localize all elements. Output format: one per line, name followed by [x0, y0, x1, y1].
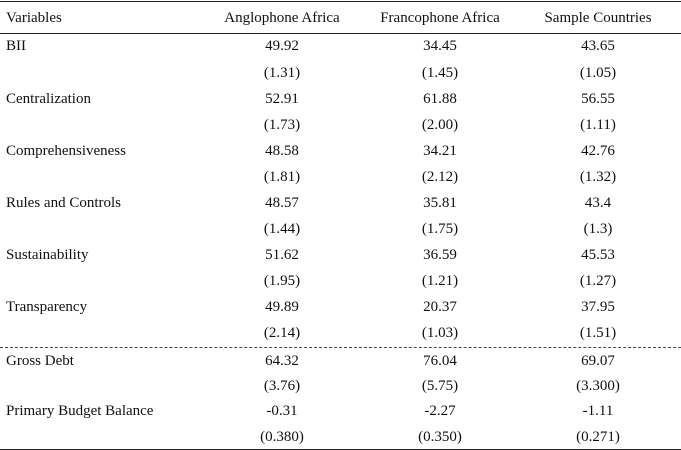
cell-sample-countries: (1.05) [579, 65, 617, 81]
cell-anglophone-africa: 48.57 [265, 195, 299, 211]
cell-francophone-africa: (1.03) [421, 325, 459, 341]
cell-francophone-africa: (1.45) [421, 65, 459, 81]
cell-anglophone-africa: (1.95) [263, 273, 301, 289]
cell-anglophone-africa: 49.92 [265, 38, 299, 54]
row-label: Sustainability [6, 247, 89, 263]
cell-francophone-africa: (2.12) [421, 169, 459, 185]
cell-sample-countries: (1.27) [579, 273, 617, 289]
cell-anglophone-africa: 52.91 [265, 91, 299, 107]
cell-francophone-africa: 76.04 [423, 353, 457, 369]
table-row [0, 60, 681, 86]
table-row [0, 320, 681, 346]
cell-francophone-africa: 61.88 [423, 91, 457, 107]
cell-anglophone-africa: -0.31 [266, 403, 298, 419]
row-label: Rules and Controls [6, 195, 121, 211]
cell-francophone-africa: 34.21 [423, 143, 457, 159]
cell-francophone-africa: 36.59 [423, 247, 457, 263]
cell-anglophone-africa: (3.76) [263, 378, 301, 394]
top-rule [0, 1, 681, 2]
table-row [0, 138, 681, 164]
cell-sample-countries: 43.65 [581, 38, 615, 54]
table-row [0, 348, 681, 374]
cell-anglophone-africa: (1.73) [263, 117, 301, 133]
cell-francophone-africa: (1.21) [421, 273, 459, 289]
cell-sample-countries: (1.11) [580, 117, 616, 133]
row-label: Centralization [6, 91, 91, 107]
row-label: BII [6, 38, 26, 54]
cell-francophone-africa: (5.75) [421, 378, 459, 394]
cell-francophone-africa: (1.75) [421, 221, 459, 237]
table-row [0, 86, 681, 112]
cell-sample-countries: (1.32) [579, 169, 617, 185]
cell-sample-countries: (0.271) [576, 429, 620, 445]
cell-anglophone-africa: (2.14) [263, 325, 301, 341]
table-row [0, 373, 681, 399]
table-row [0, 190, 681, 216]
cell-sample-countries: (3.300) [576, 378, 620, 394]
table-row [0, 398, 681, 424]
table-row [0, 294, 681, 320]
table-row [0, 164, 681, 190]
row-label: Primary Budget Balance [6, 403, 154, 419]
cell-anglophone-africa: 49.89 [265, 299, 299, 315]
cell-sample-countries: 45.53 [581, 247, 615, 263]
cell-francophone-africa: -2.27 [424, 403, 456, 419]
header-sample-countries: Sample Countries [544, 10, 652, 26]
table-header-row [0, 5, 681, 31]
cell-sample-countries: (1.51) [579, 325, 617, 341]
cell-anglophone-africa: 48.58 [265, 143, 299, 159]
cell-anglophone-africa: (1.81) [263, 169, 301, 185]
row-label: Comprehensiveness [6, 143, 126, 159]
cell-sample-countries: (1.3) [583, 221, 613, 237]
cell-anglophone-africa: 64.32 [265, 353, 299, 369]
table-row [0, 33, 681, 59]
cell-francophone-africa: (2.00) [421, 117, 459, 133]
cell-francophone-africa: (0.350) [418, 429, 462, 445]
cell-sample-countries: 56.55 [581, 91, 615, 107]
header-anglophone-africa: Anglophone Africa [224, 10, 340, 26]
cell-sample-countries: 69.07 [581, 353, 615, 369]
header-variables: Variables [6, 10, 62, 26]
cell-sample-countries: 43.4 [584, 195, 612, 211]
cell-francophone-africa: 34.45 [423, 38, 457, 54]
table-row [0, 268, 681, 294]
cell-sample-countries: 42.76 [581, 143, 615, 159]
cell-anglophone-africa: (1.31) [263, 65, 301, 81]
cell-sample-countries: 37.95 [581, 299, 615, 315]
row-label: Transparency [6, 299, 88, 315]
cell-anglophone-africa: (1.44) [263, 221, 301, 237]
cell-sample-countries: -1.11 [582, 403, 614, 419]
row-label: Gross Debt [6, 353, 74, 369]
header-francophone-africa: Francophone Africa [380, 10, 500, 26]
cell-anglophone-africa: 51.62 [265, 247, 299, 263]
cell-anglophone-africa: (0.380) [260, 429, 304, 445]
table-row [0, 242, 681, 268]
cell-francophone-africa: 35.81 [423, 195, 457, 211]
table-row [0, 216, 681, 242]
cell-francophone-africa: 20.37 [423, 299, 457, 315]
table-row [0, 424, 681, 450]
table-row [0, 112, 681, 138]
